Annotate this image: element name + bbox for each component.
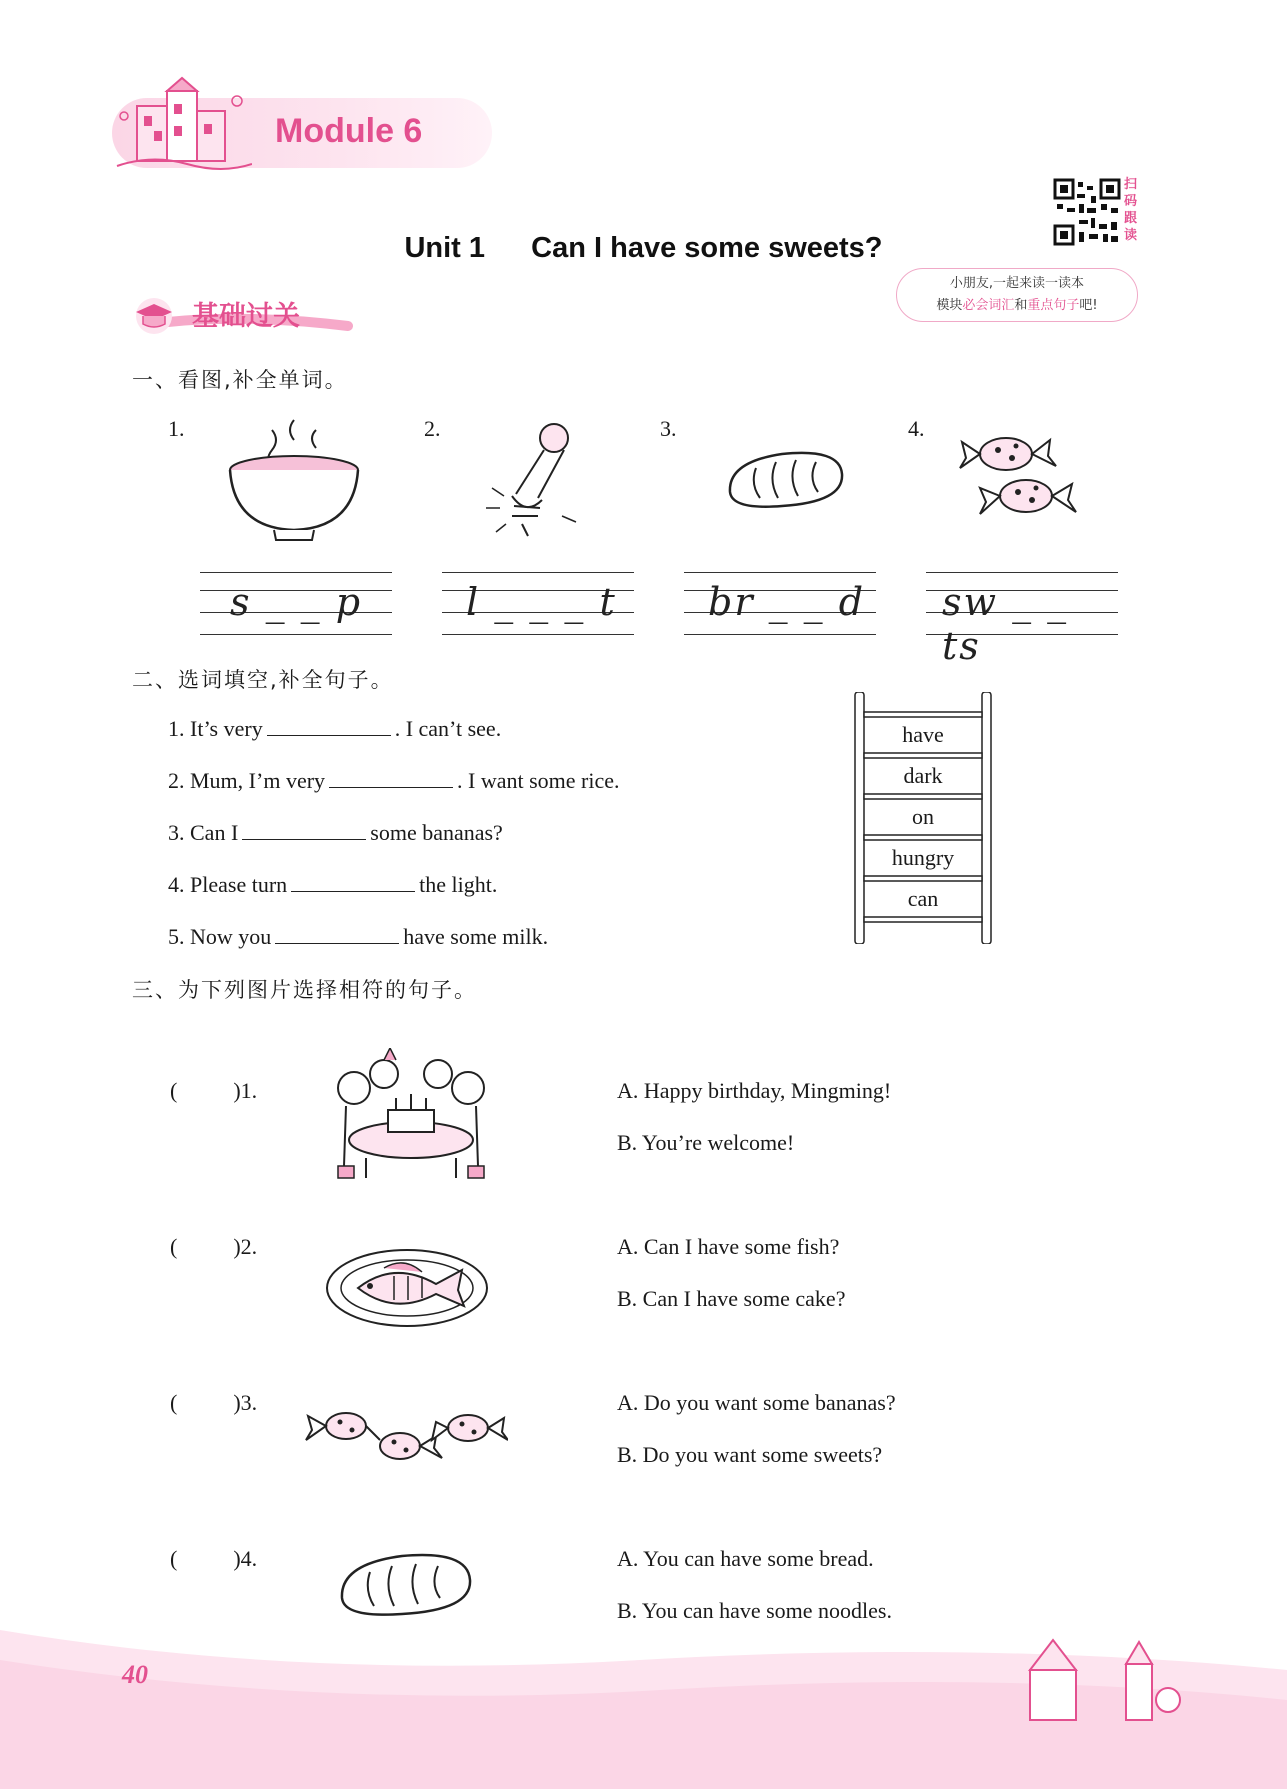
word-bank-item: on <box>912 804 934 829</box>
qr-caption: 扫码跟读 <box>1124 177 1138 243</box>
word-fill: l _ _ _ t <box>466 580 617 624</box>
module-title: Module 6 <box>275 112 423 150</box>
bubble-highlight: 必会词汇 <box>962 298 1015 313</box>
word-bank-item: can <box>907 886 939 911</box>
answer-paren[interactable] <box>170 1234 257 1260</box>
part2-heading: 二、选词填空,补全句子。 <box>132 668 394 692</box>
fill-sentence <box>168 820 503 846</box>
paren-open: ( <box>170 1078 178 1103</box>
bubble-text: 模块 <box>936 298 963 313</box>
fill-sentence <box>168 872 497 898</box>
part1-heading: 一、看图,补全单词。 <box>132 368 348 392</box>
answer-blank[interactable] <box>267 717 391 736</box>
paren-open: ( <box>170 1234 178 1259</box>
fill-sentence <box>168 924 548 950</box>
speech-bubble <box>896 268 1138 322</box>
part1-item-num: 1. <box>168 416 185 441</box>
word-fill: s _ _ p <box>230 580 363 624</box>
paren-close-num: )3. <box>233 1390 258 1415</box>
light-bulb-icon <box>482 416 592 546</box>
part1-item-num: 3. <box>660 416 677 441</box>
option-a[interactable]: A. Happy birthday, Mingming! <box>617 1078 892 1103</box>
word-bank-item: dark <box>903 763 943 788</box>
unit-title-number: Unit 1 <box>404 232 486 264</box>
sentence-text: 5. Now you <box>168 924 272 949</box>
part1-item-num: 2. <box>424 416 441 441</box>
sentence-text: 1. It’s very <box>168 716 263 741</box>
option-a[interactable]: A. Can I have some fish? <box>617 1234 840 1259</box>
bubble-line-1: 小朋友,一起来读一读本 <box>949 276 1085 291</box>
sentence-text: some bananas? <box>370 820 503 845</box>
answer-blank[interactable] <box>275 925 399 944</box>
bread-icon <box>722 444 846 514</box>
sentence-text: 3. Can I <box>168 820 239 845</box>
writing-lines[interactable] <box>200 572 392 634</box>
word-fill: sw _ _ ts <box>942 580 1069 668</box>
unit-title <box>0 232 1287 265</box>
answer-blank[interactable] <box>329 769 453 788</box>
bubble-text: 吧! <box>1079 298 1098 313</box>
soup-bowl-icon <box>224 418 364 546</box>
sweets-icon <box>956 428 1080 528</box>
paren-close-num: )1. <box>233 1078 258 1103</box>
word-bank-ladder <box>853 692 993 944</box>
sentence-text: . I want some rice. <box>457 768 620 793</box>
page-number: 40 <box>122 1660 148 1689</box>
fill-sentence <box>168 716 501 742</box>
birthday-party-icon <box>326 1048 496 1186</box>
option-a[interactable]: A. Do you want some bananas? <box>617 1390 896 1415</box>
sentence-text: 4. Please turn <box>168 872 288 897</box>
paren-close-num: )2. <box>233 1234 258 1259</box>
paren-open: ( <box>170 1546 178 1571</box>
option-b[interactable]: B. You can have some noodles. <box>617 1598 892 1623</box>
answer-blank[interactable] <box>242 821 366 840</box>
part1-item-num: 4. <box>908 416 925 441</box>
option-b[interactable]: B. Can I have some cake? <box>617 1286 846 1311</box>
section-badge-label: 基础过关 <box>192 301 300 332</box>
fill-sentence <box>168 768 620 794</box>
word-bank-item: hungry <box>891 845 955 870</box>
option-a[interactable]: A. You can have some bread. <box>617 1546 874 1571</box>
word-fill: br _ _ d <box>708 580 866 624</box>
option-b[interactable]: B. Do you want some sweets? <box>617 1442 883 1467</box>
writing-lines[interactable] <box>442 572 634 634</box>
sweets-icon <box>304 1400 508 1470</box>
part3-heading: 三、为下列图片选择相符的句子。 <box>132 978 477 1002</box>
word-bank-item: have <box>902 722 944 747</box>
fish-plate-icon <box>324 1246 490 1330</box>
answer-paren[interactable] <box>170 1390 257 1416</box>
unit-title-text: Can I have some sweets? <box>531 232 883 264</box>
writing-lines[interactable] <box>926 572 1118 668</box>
bubble-line-2 <box>897 295 1137 317</box>
option-b[interactable]: B. You’re welcome! <box>617 1130 795 1155</box>
footer-decoration <box>0 1600 1287 1789</box>
sentence-text: the light. <box>419 872 498 897</box>
answer-blank[interactable] <box>291 873 415 892</box>
sentence-text: have some milk. <box>403 924 549 949</box>
answer-paren[interactable] <box>170 1078 257 1104</box>
sentence-text: . I can’t see. <box>394 716 502 741</box>
paren-open: ( <box>170 1390 178 1415</box>
sentence-text: 2. Mum, I’m very <box>168 768 326 793</box>
bubble-text: 和 <box>1014 298 1028 313</box>
castle-icon <box>112 76 252 176</box>
answer-paren[interactable] <box>170 1546 257 1572</box>
writing-lines[interactable] <box>684 572 876 634</box>
paren-close-num: )4. <box>233 1546 258 1571</box>
bubble-highlight: 重点句子 <box>1027 298 1080 313</box>
